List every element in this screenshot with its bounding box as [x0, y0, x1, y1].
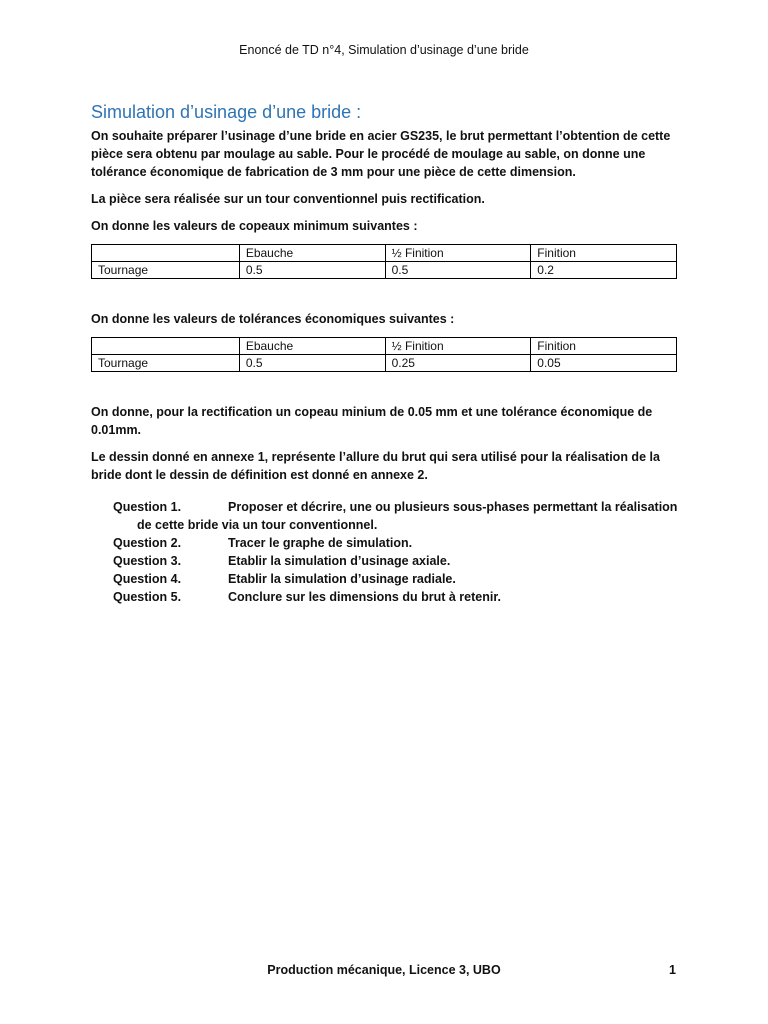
list-item — [113, 534, 681, 552]
table-header-cell: Finition — [531, 245, 677, 262]
table-cell: 0.25 — [385, 355, 531, 372]
tolerance-values-intro: On donne les valeurs de tolérances économiques suivantes : — [91, 312, 455, 326]
table-cell: 0.05 — [531, 355, 677, 372]
list-item — [113, 552, 681, 570]
table-header-row — [92, 338, 677, 355]
table-header-row — [92, 245, 677, 262]
annex-paragraph: Le dessin donné en annexe 1, représente l’allure du brut qui sera utilisé pour la réalisation de la bride dont le dessin de définition est donné en annexe 2. — [91, 450, 660, 482]
question-list — [91, 498, 681, 606]
chip-values-intro: On donne les valeurs de copeaux minimum suivantes : — [91, 219, 418, 233]
question-number: Question 5. — [113, 590, 182, 604]
table-row — [92, 355, 677, 372]
question-text: Proposer et décrire, une ou plusieurs sous-phases permettant la réalisation — [228, 500, 678, 514]
table-header-cell: Ebauche — [239, 245, 385, 262]
list-item — [113, 498, 681, 516]
question-number: Question 2. — [113, 536, 182, 550]
list-item — [113, 570, 681, 588]
table-header-cell: ½ Finition — [385, 338, 531, 355]
chip-minimum-table — [91, 244, 677, 279]
table-cell: Tournage — [92, 262, 240, 279]
intro-paragraph: On souhaite préparer l’usinage d’une bride en acier GS235, le brut permettant l’obtention de cette pièce sera obtenu par moulage au sable. Pour le procédé de moulage au sable, on donne une tolérance économique de fabrication de 3 mm pour une pièce de cette dimension. — [91, 129, 671, 179]
table-cell: 0.5 — [385, 262, 531, 279]
table-header-cell — [92, 245, 240, 262]
table-cell: Tournage — [92, 355, 240, 372]
table-header-cell: Ebauche — [239, 338, 385, 355]
question-text: Tracer le graphe de simulation. — [228, 536, 413, 550]
table-cell: 0.2 — [531, 262, 677, 279]
question-text-continuation: de cette bride via un tour conventionnel. — [137, 518, 378, 532]
question-text: Etablir la simulation d’usinage axiale. — [228, 554, 451, 568]
list-item — [113, 588, 681, 606]
rectification-paragraph: On donne, pour la rectification un copeau minium de 0.05 mm et une tolérance économique de 0.01mm. — [91, 405, 653, 437]
question-text: Etablir la simulation d’usinage radiale. — [228, 572, 456, 586]
question-text: Conclure sur les dimensions du brut à retenir. — [228, 590, 501, 604]
question-number: Question 1. — [113, 500, 182, 514]
page-header: Enoncé de TD n°4, Simulation d’usinage d’une bride — [239, 43, 529, 57]
footer-text: Production mécanique, Licence 3, UBO — [267, 963, 501, 977]
table-header-cell — [92, 338, 240, 355]
document-body — [91, 101, 681, 606]
tolerance-table — [91, 337, 677, 372]
table-cell: 0.5 — [239, 262, 385, 279]
table-cell: 0.5 — [239, 355, 385, 372]
page-number: 1 — [669, 963, 676, 977]
question-number: Question 4. — [113, 572, 182, 586]
process-paragraph: La pièce sera réalisée sur un tour conventionnel puis rectification. — [91, 192, 485, 206]
table-header-cell: ½ Finition — [385, 245, 531, 262]
table-header-cell: Finition — [531, 338, 677, 355]
table-row — [92, 262, 677, 279]
document-title: Simulation d’usinage d’une bride : — [91, 102, 362, 122]
question-number: Question 3. — [113, 554, 182, 568]
